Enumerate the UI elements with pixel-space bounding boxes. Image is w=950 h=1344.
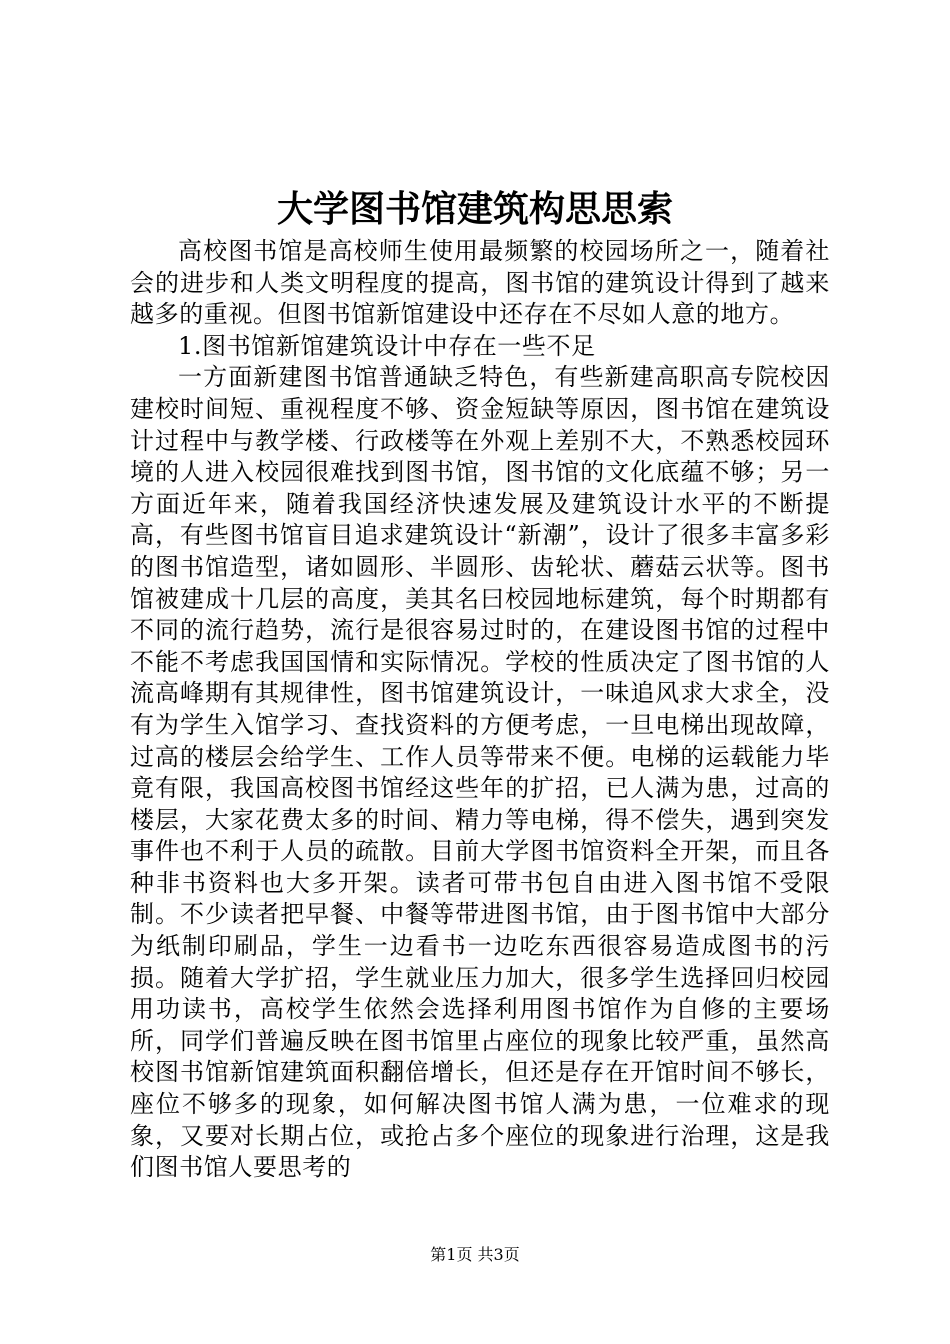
document-title: 大学图书馆建筑构思思索 bbox=[276, 188, 673, 230]
section-heading: 1.图书馆新馆建筑设计中存在一些不足 bbox=[178, 331, 596, 360]
page-footer: 第1页 共3页 bbox=[430, 1245, 520, 1264]
document-body bbox=[130, 236, 830, 1184]
paragraph-main: 一方面新建图书馆普通缺乏特色，有些新建高职高专院校因建校时间短、重视程度不够、资金短缺等原因，图书馆在建筑设计过程中与教学楼、行政楼等在外观上差别不大，不熟悉校园环境的人进入校园很难找到图书馆，图书馆的文化底蕴不够；另一方面近年来，随着我国经济快速发展及建筑设计水平的不断提高，有些图书馆盲目追求建筑设计“新潮”，设计了很多丰富多彩的图书馆造型，诸如圆形、半圆形、齿轮状、蘑菇云状等。图书馆被建成十几层的高度，美其名曰校园地标建筑，每个时期都有不同的流行趋势，流行是很容易过时的，在建设图书馆的过程中不能不考虑我国国情和实际情况。学校的性质决定了图书馆的人流高峰期有其规律性，图书馆建筑设计，一味追风求大求全，没有为学生入馆学习、查找资料的方便考虑，一旦电梯出现故障，过高的楼层会给学生、工作人员等带来不便。电梯的运载能力毕竟有限，我国高校图书馆经这些年的扩招，已人满为患，过高的楼层，大家花费太多的时间、精力等电梯，得不偿失，遇到突发事件也不利于人员的疏散。目前大学图书馆资料全开架，而且各种非书资料也大多开架。读者可带书包自由进入图书馆不受限制。不少读者把早餐、中餐等带进图书馆，由于图书馆中大部分为纸制印刷品，学生一边看书一边吃东西很容易造成图书的污损。随着大学扩招，学生就业压力加大，很多学生选择回归校园用功读书，高校学生依然会选择利用图书馆作为自修的主要场所，同学们普遍反映在图书馆里占座位的现象比较严重，虽然高校图书馆新馆建筑面积翻倍增长，但还是存在开馆时间不够长，座位不够多的现象，如何解决图书馆人满为患，一位难求的现象，又要对长期占位，或抢占多个座位的现象进行治理，这是我们图书馆人要思考的 bbox=[130, 363, 830, 1182]
paragraph-intro: 高校图书馆是高校师生使用最频繁的校园场所之一，随着社会的进步和人类文明程度的提高，图书馆的建筑设计得到了越来越多的重视。但图书馆新馆建设中还存在不尽如人意的地方。 bbox=[130, 237, 830, 329]
